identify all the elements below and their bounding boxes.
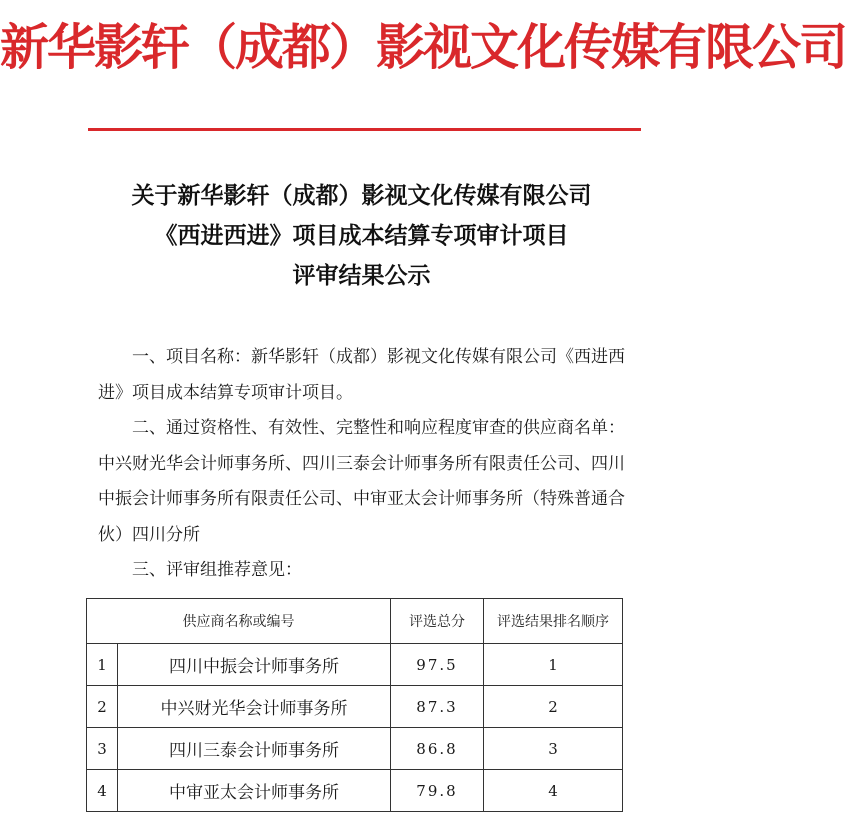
row-index: 4 <box>87 770 118 812</box>
row-supplier-name: 四川中振会计师事务所 <box>118 644 391 686</box>
title-line-2: 《西进西进》项目成本结算专项审计项目 <box>154 222 569 249</box>
letterhead-company-name: 新华影轩（成都）影视文化传媒有限公司 <box>0 19 846 76</box>
row-index: 1 <box>87 644 118 686</box>
row-score: 79.8 <box>391 770 484 812</box>
table-row <box>87 686 623 728</box>
paragraph-project-name: 一、项目名称：新华影轩（成都）影视文化传媒有限公司《西进西进》项目成本结算专项审计项目。 <box>98 347 625 403</box>
table-row <box>87 770 623 812</box>
header-rank: 评选结果排名顺序 <box>484 599 623 644</box>
header-score: 评选总分 <box>391 599 484 644</box>
row-score: 87.3 <box>391 686 484 728</box>
table-row <box>87 644 623 686</box>
row-score: 97.5 <box>391 644 484 686</box>
paragraph-recommendation-heading: 三、评审组推荐意见： <box>132 560 302 580</box>
body-section <box>98 340 626 589</box>
paragraph-qualified-suppliers: 二、通过资格性、有效性、完整性和响应程度审查的供应商名单：中兴财光华会计师事务所、四川三泰会计师事务所有限责任公司、四川中振会计师事务所有限责任公司、中审亚太会计师事务所（特殊普通合伙）四川分所 <box>98 418 625 545</box>
title-line-1: 关于新华影轩（成都）影视文化传媒有限公司 <box>131 182 592 209</box>
document-title <box>0 176 723 296</box>
row-score: 86.8 <box>391 728 484 770</box>
row-rank: 2 <box>484 686 623 728</box>
row-index: 2 <box>87 686 118 728</box>
row-rank: 4 <box>484 770 623 812</box>
table-header-row <box>87 599 623 644</box>
row-supplier-name: 四川三泰会计师事务所 <box>118 728 391 770</box>
row-supplier-name: 中审亚太会计师事务所 <box>118 770 391 812</box>
results-table <box>86 598 623 812</box>
row-index: 3 <box>87 728 118 770</box>
table-row <box>87 728 623 770</box>
row-rank: 3 <box>484 728 623 770</box>
row-supplier-name: 中兴财光华会计师事务所 <box>118 686 391 728</box>
letterhead-divider <box>88 128 641 131</box>
title-line-3: 评审结果公示 <box>292 262 431 289</box>
row-rank: 1 <box>484 644 623 686</box>
header-supplier: 供应商名称或编号 <box>87 599 391 644</box>
